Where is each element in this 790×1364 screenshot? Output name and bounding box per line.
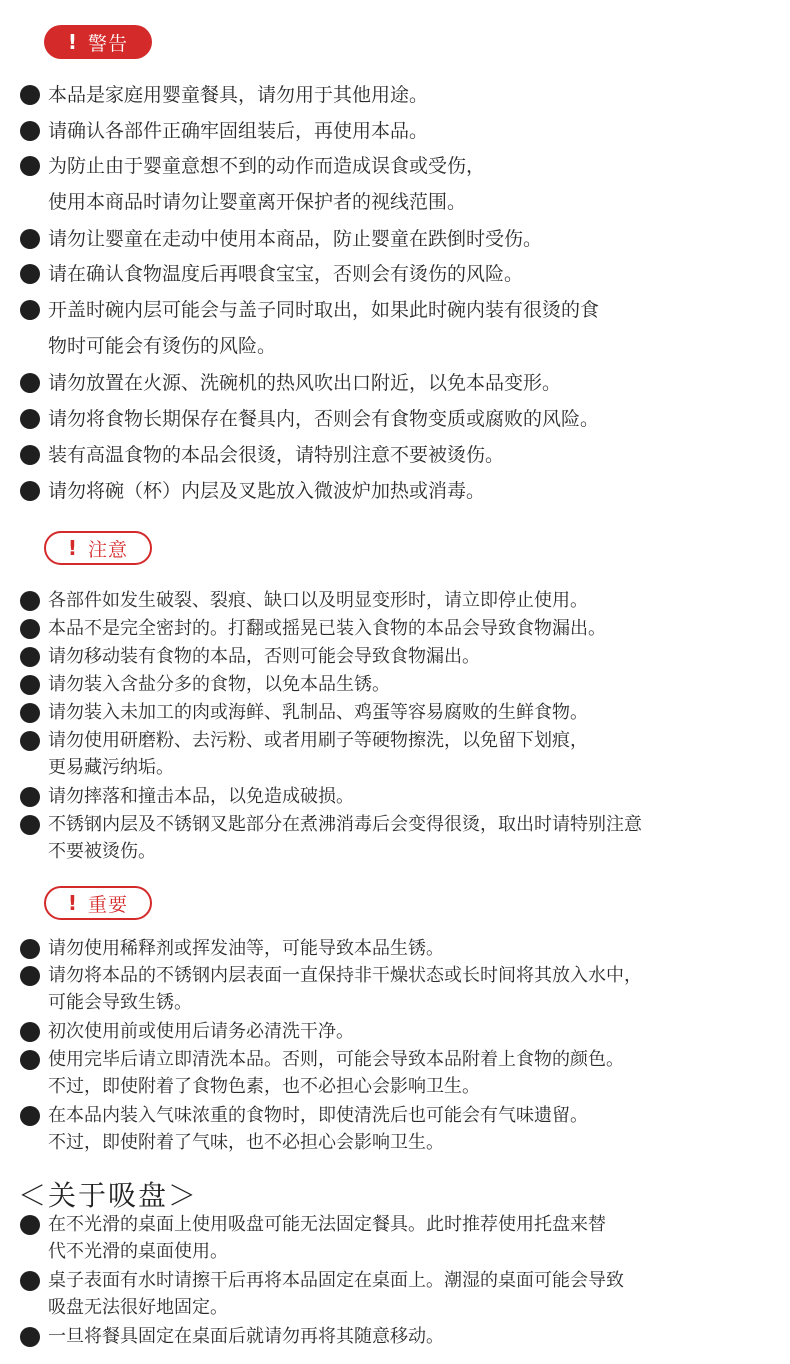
exclamation-icon: !: [67, 30, 79, 54]
bullet-icon: [20, 591, 40, 611]
bullet-icon: [20, 481, 40, 501]
list-item: 本品不是完全密封的。打翻或摇晃已装入食物的本品会导致食物漏出。: [20, 615, 782, 642]
warning-label: 警告: [88, 32, 129, 55]
list-item: 请勿使用稀释剂或挥发油等，可能导致本品生锈。: [20, 935, 782, 962]
list-item: 请勿让婴童在走动中使用本商品，防止婴童在跌倒时受伤。: [20, 221, 782, 257]
list-item: 开盖时碗内层可能会与盖子同时取出，如果此时碗内装有很烫的食 物时可能会有烫伤的风险。: [20, 292, 782, 364]
bullet-icon: [20, 703, 40, 723]
list-item: 请勿将本品的不锈钢内层表面一直保持非干燥状态或长时间将其放入水中， 可能会导致生锈。: [20, 962, 782, 1016]
bullet-icon: [20, 229, 40, 249]
list-item: 请在确认食物温度后再喂食宝宝，否则会有烫伤的风险。: [20, 256, 782, 292]
bullet-icon: [20, 939, 40, 959]
list-item: 请勿放置在火源、洗碗机的热风吹出口附近，以免本品变形。: [20, 365, 782, 401]
important-label: 重要: [88, 893, 129, 916]
bullet-icon: [20, 731, 40, 751]
bullet-icon: [20, 156, 40, 176]
list-item: 为防止由于婴童意想不到的动作而造成误食或受伤， 使用本商品时请勿让婴童离开保护者的视线范围。: [20, 148, 782, 220]
list-item: 请勿使用研磨粉、去污粉、或者用刷子等硬物擦洗，以免留下划痕， 更易藏污纳垢。: [20, 727, 782, 781]
bullet-icon: [20, 1022, 40, 1042]
bullet-icon: [20, 619, 40, 639]
bullet-icon: [20, 1106, 40, 1126]
caution-badge: [44, 531, 152, 565]
bullet-icon: [20, 815, 40, 835]
bullet-icon: [20, 373, 40, 393]
caution-label: 注意: [88, 538, 129, 561]
list-item: 在不光滑的桌面上使用吸盘可能无法固定餐具。此时推荐使用托盘来替 代不光滑的桌面使用。: [20, 1211, 782, 1265]
bullet-icon: [20, 85, 40, 105]
bullet-icon: [20, 1271, 40, 1291]
list-item: 各部件如发生破裂、裂痕、缺口以及明显变形时，请立即停止使用。: [20, 587, 782, 614]
list-item: 不锈钢内层及不锈钢叉匙部分在煮沸消毒后会变得很烫，取出时请特别注意 不要被烫伤。: [20, 811, 782, 865]
list-item: 使用完毕后请立即清洗本品。否则，可能会导致本品附着上食物的颜色。 不过，即使附着了食物色素，也不必担心会影响卫生。: [20, 1046, 782, 1100]
bullet-icon: [20, 1050, 40, 1070]
warning-badge: [44, 25, 152, 59]
bullet-icon: [20, 1215, 40, 1235]
list-item: 请勿移动装有食物的本品，否则可能会导致食物漏出。: [20, 643, 782, 670]
list-item: 请勿装入未加工的肉或海鲜、乳制品、鸡蛋等容易腐败的生鲜食物。: [20, 699, 782, 726]
bullet-icon: [20, 675, 40, 695]
list-item: 本品是家庭用婴童餐具，请勿用于其他用途。: [20, 77, 782, 113]
suction-heading: ＜关于吸盘＞: [18, 1179, 199, 1212]
list-item: 请确认各部件正确牢固组装后，再使用本品。: [20, 113, 782, 149]
important-badge: [44, 886, 152, 920]
list-item: 请勿装入含盐分多的食物，以免本品生锈。: [20, 671, 782, 698]
bullet-icon: [20, 121, 40, 141]
list-item: 在本品内装入气味浓重的食物时，即使清洗后也可能会有气味遗留。 不过，即使附着了气味，也不必担心会影响卫生。: [20, 1102, 782, 1156]
list-item: 请勿摔落和撞击本品，以免造成破损。: [20, 783, 782, 810]
exclamation-icon: !: [67, 536, 79, 560]
bullet-icon: [20, 409, 40, 429]
bullet-icon: [20, 445, 40, 465]
list-item: 桌子表面有水时请擦干后再将本品固定在桌面上。潮湿的桌面可能会导致 吸盘无法很好地固定。: [20, 1267, 782, 1321]
bullet-icon: [20, 1327, 40, 1347]
list-item: 请勿将碗（杯）内层及叉匙放入微波炉加热或消毒。: [20, 473, 782, 509]
list-item: 一旦将餐具固定在桌面后就请勿再将其随意移动。: [20, 1323, 782, 1350]
bullet-icon: [20, 264, 40, 284]
list-item: 装有高温食物的本品会很烫，请特别注意不要被烫伤。: [20, 437, 782, 473]
list-item: 请勿将食物长期保存在餐具内，否则会有食物变质或腐败的风险。: [20, 401, 782, 437]
bullet-icon: [20, 966, 40, 986]
bullet-icon: [20, 787, 40, 807]
bullet-icon: [20, 647, 40, 667]
exclamation-icon: !: [67, 891, 79, 915]
list-item: 初次使用前或使用后请务必清洗干净。: [20, 1018, 782, 1045]
bullet-icon: [20, 300, 40, 320]
